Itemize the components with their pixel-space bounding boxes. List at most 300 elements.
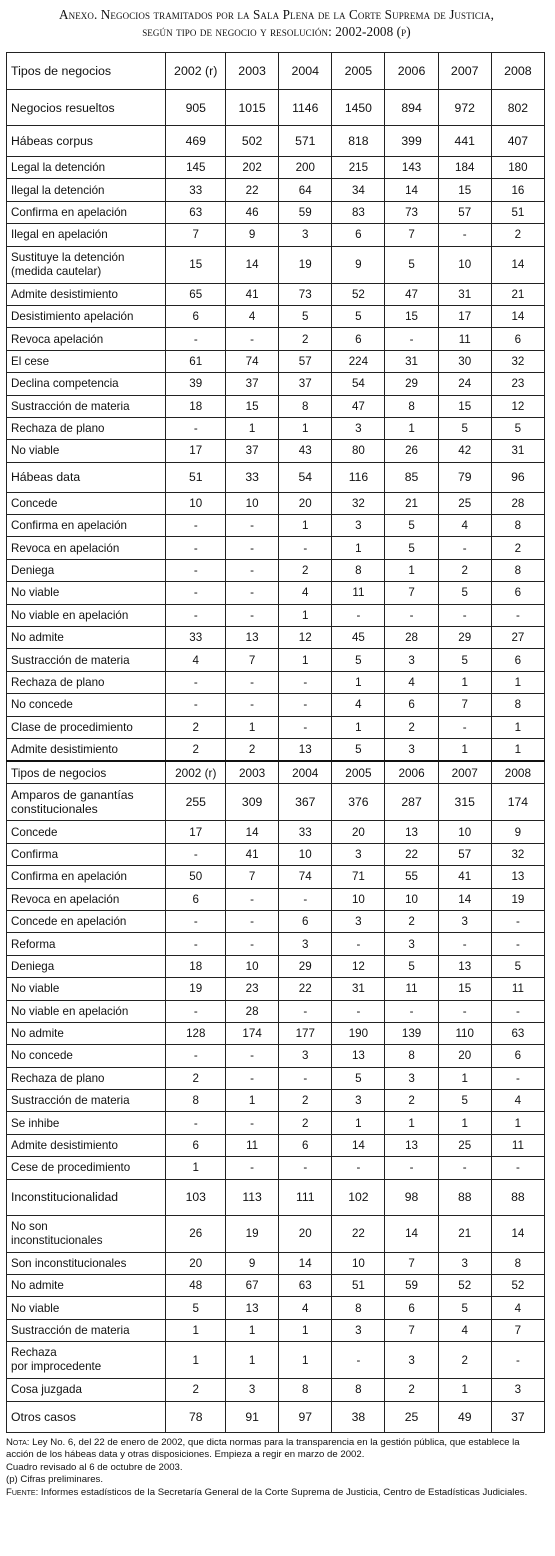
cell-value: 13 <box>226 627 279 649</box>
row-label: Confirma <box>7 843 166 865</box>
cell-value: 20 <box>166 1252 226 1274</box>
cell-value: 6 <box>491 1045 544 1067</box>
cell-value: 55 <box>385 866 438 888</box>
cell-value: 26 <box>385 440 438 462</box>
cell-value: 1 <box>279 1342 332 1379</box>
cell-value: 1 <box>226 1342 279 1379</box>
cell-value: 502 <box>226 126 279 157</box>
cell-value: 190 <box>332 1022 385 1044</box>
cell-value: 571 <box>279 126 332 157</box>
table-row <box>7 1134 545 1156</box>
cell-value: 972 <box>438 90 491 126</box>
cell-value: 13 <box>226 1297 279 1319</box>
cell-value: 14 <box>332 1134 385 1156</box>
cell-value: 32 <box>491 843 544 865</box>
cell-value: 103 <box>166 1179 226 1215</box>
cell-value: 1 <box>438 1112 491 1134</box>
cell-value: 74 <box>279 866 332 888</box>
cell-value: 5 <box>491 417 544 439</box>
header-year: 2005 <box>332 761 385 784</box>
table-row <box>7 1379 545 1401</box>
cell-value: 19 <box>491 888 544 910</box>
cell-value: 59 <box>279 201 332 223</box>
cell-value: 174 <box>226 1022 279 1044</box>
cell-value: 3 <box>279 933 332 955</box>
cell-value: 54 <box>332 373 385 395</box>
cell-value: 14 <box>226 246 279 283</box>
cell-value: 21 <box>385 492 438 514</box>
cell-value: 10 <box>226 955 279 977</box>
cell-value: 1 <box>226 1319 279 1341</box>
table-row <box>7 933 545 955</box>
row-label: No viable <box>7 440 166 462</box>
header-year: 2006 <box>385 761 438 784</box>
row-label-line-2: (medida cautelar) <box>11 264 102 278</box>
cell-value: 5 <box>332 649 385 671</box>
table-row <box>7 559 545 581</box>
cell-value: 8 <box>491 515 544 537</box>
row-label: Rechaza de plano <box>7 671 166 693</box>
cell-value: 3 <box>491 1379 544 1401</box>
cell-value: 4 <box>279 1297 332 1319</box>
cell-value: 10 <box>385 888 438 910</box>
cell-value: 13 <box>279 738 332 760</box>
cell-value: 8 <box>491 694 544 716</box>
cell-value: - <box>166 537 226 559</box>
cell-value: 26 <box>166 1215 226 1252</box>
cell-value: 3 <box>332 910 385 932</box>
cell-value: 73 <box>279 283 332 305</box>
cell-value: 5 <box>438 1297 491 1319</box>
table-row <box>7 716 545 738</box>
cell-value: 57 <box>438 843 491 865</box>
cell-value: 33 <box>166 179 226 201</box>
header-year: 2003 <box>226 761 279 784</box>
row-label: No concede <box>7 1045 166 1067</box>
cell-value: 10 <box>279 843 332 865</box>
cell-value: - <box>438 933 491 955</box>
cell-value: 4 <box>385 671 438 693</box>
cell-value: - <box>226 559 279 581</box>
cell-value: 255 <box>166 784 226 821</box>
cell-value: 3 <box>226 1379 279 1401</box>
cell-value: 1 <box>226 417 279 439</box>
cell-value: 5 <box>332 738 385 760</box>
cell-value: 14 <box>491 1215 544 1252</box>
cell-value: 67 <box>226 1275 279 1297</box>
cell-value: 18 <box>166 395 226 417</box>
cell-value: 14 <box>385 1215 438 1252</box>
table-row <box>7 694 545 716</box>
cell-value: 3 <box>385 649 438 671</box>
cell-value: 1 <box>166 1157 226 1179</box>
cell-value: 1 <box>279 515 332 537</box>
cell-value: 1 <box>279 649 332 671</box>
title-line-2: según tipo de negocio y resolución: 2002-2008 (p) <box>142 24 411 39</box>
cell-value: 19 <box>166 978 226 1000</box>
header-year: 2007 <box>438 761 491 784</box>
cell-value: - <box>279 671 332 693</box>
row-label: No admite <box>7 627 166 649</box>
cell-value: - <box>279 537 332 559</box>
cell-value: 3 <box>332 843 385 865</box>
cell-value: 15 <box>226 395 279 417</box>
row-label: Inconstitucionalidad <box>7 1179 166 1215</box>
cell-value: - <box>385 1157 438 1179</box>
cell-value: 65 <box>166 283 226 305</box>
table-row <box>7 515 545 537</box>
cell-value: 54 <box>279 462 332 492</box>
row-label: Concede en apelación <box>7 910 166 932</box>
cell-value: 14 <box>491 305 544 327</box>
cell-value: 1 <box>226 1090 279 1112</box>
cell-value: 4 <box>166 649 226 671</box>
header-year: 2003 <box>226 53 279 90</box>
cell-value: 4 <box>332 694 385 716</box>
row-label: Negocios resueltos <box>7 90 166 126</box>
cell-value: 2 <box>166 1067 226 1089</box>
table-row <box>7 201 545 223</box>
cell-value: 441 <box>438 126 491 157</box>
cell-value: - <box>385 328 438 350</box>
cell-value: 14 <box>491 246 544 283</box>
cell-value: 57 <box>279 350 332 372</box>
row-label: Deniega <box>7 955 166 977</box>
cell-value: - <box>166 1045 226 1067</box>
cell-value: 2 <box>438 559 491 581</box>
cell-value: 25 <box>438 492 491 514</box>
cell-value: 64 <box>279 179 332 201</box>
table-row <box>7 1252 545 1274</box>
cell-value: 10 <box>166 492 226 514</box>
row-label: Sustracción de materia <box>7 649 166 671</box>
cell-value: 80 <box>332 440 385 462</box>
cell-value: 1 <box>226 716 279 738</box>
cell-value: 51 <box>332 1275 385 1297</box>
table-row <box>7 649 545 671</box>
header-year: 2004 <box>279 761 332 784</box>
cell-value: - <box>491 1157 544 1179</box>
table-row <box>7 224 545 246</box>
cell-value: 1450 <box>332 90 385 126</box>
row-label: No viable en apelación <box>7 604 166 626</box>
cell-value: - <box>279 1067 332 1089</box>
cell-value: 37 <box>226 373 279 395</box>
cell-value: 24 <box>438 373 491 395</box>
cell-value: 17 <box>166 821 226 843</box>
cell-value: 5 <box>332 1067 385 1089</box>
row-label: Deniega <box>7 559 166 581</box>
row-label: Confirma en apelación <box>7 201 166 223</box>
cell-value: 32 <box>491 350 544 372</box>
cell-value: 6 <box>279 1134 332 1156</box>
cell-value: 9 <box>332 246 385 283</box>
table-row <box>7 179 545 201</box>
cell-value: - <box>166 910 226 932</box>
cell-value: - <box>279 716 332 738</box>
table-row <box>7 417 545 439</box>
table-row <box>7 910 545 932</box>
table-row <box>7 1319 545 1341</box>
cell-value: 224 <box>332 350 385 372</box>
table-row <box>7 1215 545 1252</box>
cell-value: - <box>226 515 279 537</box>
cell-value: 1 <box>438 1379 491 1401</box>
cell-value: 6 <box>332 224 385 246</box>
cell-value: 22 <box>385 843 438 865</box>
cell-value: 202 <box>226 157 279 179</box>
cell-value: 20 <box>332 821 385 843</box>
cell-value: 51 <box>491 201 544 223</box>
row-label: Concede <box>7 821 166 843</box>
table-row <box>7 157 545 179</box>
cell-value: 10 <box>332 888 385 910</box>
header-year: 2002 (r) <box>166 761 226 784</box>
cell-value: 7 <box>226 866 279 888</box>
row-label: Cese de procedimiento <box>7 1157 166 1179</box>
cell-value: 4 <box>491 1297 544 1319</box>
cell-value: 6 <box>491 328 544 350</box>
cell-value: - <box>226 1112 279 1134</box>
cell-value: 1 <box>166 1319 226 1341</box>
cell-value: 22 <box>332 1215 385 1252</box>
nota <box>6 1437 547 1462</box>
cell-value: 98 <box>385 1179 438 1215</box>
row-label <box>7 246 166 283</box>
cell-value: - <box>226 1045 279 1067</box>
cell-value: - <box>166 671 226 693</box>
cell-value: 1 <box>279 417 332 439</box>
cell-value: - <box>226 671 279 693</box>
nota-label: Nota: <box>6 1436 30 1448</box>
cell-value: 13 <box>385 1134 438 1156</box>
cell-value: 96 <box>491 462 544 492</box>
cell-value: 177 <box>279 1022 332 1044</box>
row-label-line-1: Rechaza <box>11 1346 57 1360</box>
cell-value: - <box>226 910 279 932</box>
cell-value: 5 <box>438 582 491 604</box>
cell-value: - <box>226 694 279 716</box>
cell-value: 39 <box>166 373 226 395</box>
cell-value: 37 <box>226 440 279 462</box>
cell-value: 31 <box>438 283 491 305</box>
cell-value: 91 <box>226 1401 279 1432</box>
table-row <box>7 1045 545 1067</box>
cell-value: 37 <box>491 1401 544 1432</box>
cell-value: 7 <box>226 649 279 671</box>
cell-value: 8 <box>385 395 438 417</box>
cell-value: - <box>332 1157 385 1179</box>
document-title <box>6 6 547 40</box>
cell-value: 63 <box>279 1275 332 1297</box>
cell-value: 3 <box>279 224 332 246</box>
row-label-line-2: por improcedente <box>11 1360 102 1374</box>
cell-value: - <box>279 1157 332 1179</box>
cell-value: 8 <box>332 559 385 581</box>
cell-value: 2 <box>438 1342 491 1379</box>
cell-value: 9 <box>226 1252 279 1274</box>
cell-value: 45 <box>332 627 385 649</box>
cell-value: 5 <box>279 305 332 327</box>
cell-value: 10 <box>226 492 279 514</box>
row-label: No admite <box>7 1275 166 1297</box>
cell-value: 215 <box>332 157 385 179</box>
cell-value: 18 <box>166 955 226 977</box>
table-row <box>7 1022 545 1044</box>
row-label-line-2: constitucionales <box>11 802 98 817</box>
cell-value: 31 <box>385 350 438 372</box>
cell-value: 20 <box>438 1045 491 1067</box>
row-label: Declina competencia <box>7 373 166 395</box>
cell-value: 7 <box>491 1319 544 1341</box>
row-label: Rechaza de plano <box>7 417 166 439</box>
cell-value: 97 <box>279 1401 332 1432</box>
cell-value: 2 <box>279 328 332 350</box>
row-label: Admite desistimiento <box>7 1134 166 1156</box>
cell-value: 12 <box>491 395 544 417</box>
cell-value: 1 <box>491 716 544 738</box>
table-row <box>7 1112 545 1134</box>
row-label: Admite desistimiento <box>7 283 166 305</box>
table-row <box>7 90 545 126</box>
cell-value: 2 <box>491 224 544 246</box>
cell-value: 23 <box>491 373 544 395</box>
table-row <box>7 328 545 350</box>
cell-value: 8 <box>332 1379 385 1401</box>
table-row <box>7 373 545 395</box>
cell-value: 63 <box>166 201 226 223</box>
cell-value: 5 <box>166 1297 226 1319</box>
cell-value: 13 <box>332 1045 385 1067</box>
cell-value: 15 <box>438 395 491 417</box>
table-row <box>7 1157 545 1179</box>
cell-value: - <box>226 1157 279 1179</box>
cell-value: 1 <box>332 671 385 693</box>
cell-value: 12 <box>279 627 332 649</box>
cell-value: - <box>166 1112 226 1134</box>
cell-value: - <box>438 537 491 559</box>
cell-value: - <box>491 1067 544 1089</box>
cell-value: 33 <box>166 627 226 649</box>
cell-value: - <box>166 328 226 350</box>
cell-value: 33 <box>226 462 279 492</box>
cell-value: - <box>279 694 332 716</box>
cell-value: - <box>491 1000 544 1022</box>
cell-value: 200 <box>279 157 332 179</box>
table-row <box>7 1090 545 1112</box>
cell-value: 111 <box>279 1179 332 1215</box>
cell-value: 28 <box>385 627 438 649</box>
cell-value: 4 <box>491 1090 544 1112</box>
cell-value: 1 <box>438 1067 491 1089</box>
cell-value: - <box>166 694 226 716</box>
row-label: No concede <box>7 694 166 716</box>
cell-value: 894 <box>385 90 438 126</box>
cell-value: 3 <box>438 910 491 932</box>
cell-value: 8 <box>332 1297 385 1319</box>
row-label: No admite <box>7 1022 166 1044</box>
cell-value: 6 <box>491 582 544 604</box>
table-header-row-repeat <box>7 761 545 784</box>
cell-value: 110 <box>438 1022 491 1044</box>
table-row <box>7 350 545 372</box>
table-row <box>7 627 545 649</box>
cell-value: 113 <box>226 1179 279 1215</box>
cell-value: 6 <box>166 888 226 910</box>
cell-value: 41 <box>438 866 491 888</box>
cell-value: 4 <box>438 1319 491 1341</box>
cell-value: - <box>438 1157 491 1179</box>
row-label: Se inhibe <box>7 1112 166 1134</box>
table-row <box>7 462 545 492</box>
cell-value: 16 <box>491 179 544 201</box>
cell-value: 6 <box>166 305 226 327</box>
cell-value: 116 <box>332 462 385 492</box>
cell-value: 1 <box>491 671 544 693</box>
cell-value: 52 <box>438 1275 491 1297</box>
cell-value: - <box>166 1000 226 1022</box>
row-label: No viable <box>7 978 166 1000</box>
cell-value: 5 <box>385 246 438 283</box>
cell-value: 88 <box>438 1179 491 1215</box>
row-label: No viable <box>7 582 166 604</box>
cell-value: 6 <box>491 649 544 671</box>
cell-value: 31 <box>491 440 544 462</box>
row-label: Revoca apelación <box>7 328 166 350</box>
cell-value: - <box>166 582 226 604</box>
cell-value: - <box>332 1342 385 1379</box>
table-row <box>7 492 545 514</box>
cell-value: - <box>491 933 544 955</box>
cell-value: - <box>438 604 491 626</box>
cell-value: 3 <box>332 1090 385 1112</box>
header-label: Tipos de negocios <box>7 761 166 784</box>
row-label <box>7 1215 166 1252</box>
cell-value: 15 <box>438 179 491 201</box>
cell-value: 1 <box>332 537 385 559</box>
cell-value: 1 <box>385 1112 438 1134</box>
fuente <box>6 1487 547 1500</box>
cell-value: 49 <box>438 1401 491 1432</box>
cell-value: 802 <box>491 90 544 126</box>
cell-value: 1015 <box>226 90 279 126</box>
cell-value: 4 <box>438 515 491 537</box>
table-row <box>7 537 545 559</box>
cell-value: 12 <box>332 955 385 977</box>
cell-value: 27 <box>491 627 544 649</box>
row-label-line-1: Sustituye la detención <box>11 250 125 264</box>
cell-value: 3 <box>332 417 385 439</box>
cell-value: - <box>226 582 279 604</box>
cell-value: 17 <box>438 305 491 327</box>
cell-value: - <box>226 1067 279 1089</box>
row-label: Desistimiento apelación <box>7 305 166 327</box>
cell-value: 3 <box>385 933 438 955</box>
cell-value: 1 <box>438 738 491 760</box>
cell-value: 15 <box>166 246 226 283</box>
cell-value: - <box>166 417 226 439</box>
table-row <box>7 582 545 604</box>
row-label: Sustracción de materia <box>7 1319 166 1341</box>
row-label: Reforma <box>7 933 166 955</box>
cell-value: 9 <box>491 821 544 843</box>
cell-value: - <box>332 1000 385 1022</box>
cell-value: 20 <box>279 1215 332 1252</box>
cell-value: 145 <box>166 157 226 179</box>
cell-value: 42 <box>438 440 491 462</box>
cell-value: 1 <box>491 1112 544 1134</box>
cell-value: 25 <box>385 1401 438 1432</box>
